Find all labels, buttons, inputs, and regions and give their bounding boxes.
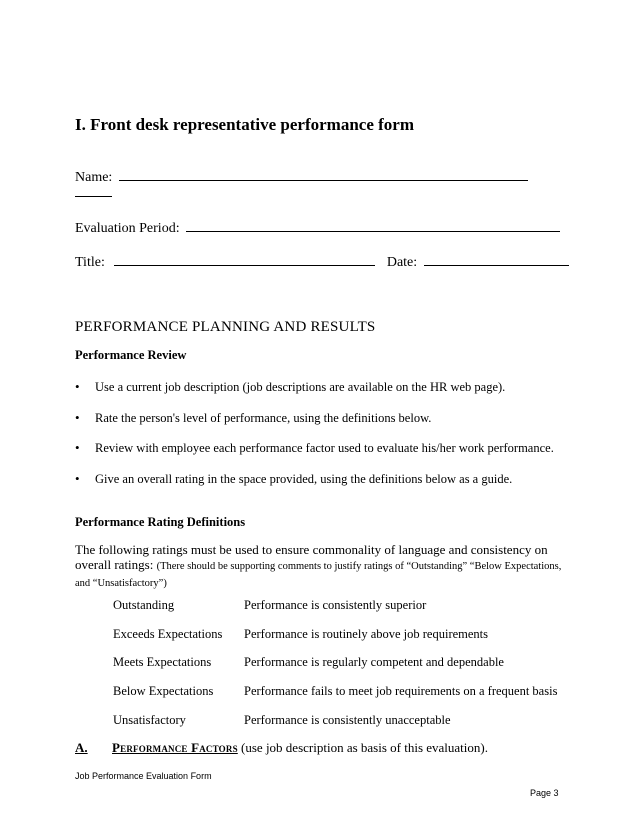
planning-heading: PERFORMANCE PLANNING AND RESULTS	[75, 319, 376, 335]
name-input-line[interactable]	[119, 168, 528, 181]
rating-description: Performance is regularly competent and dependable	[244, 655, 504, 669]
form-title: I. Front desk representative performance form	[75, 115, 414, 134]
rating-definitions-heading: Performance Rating Definitions	[75, 515, 246, 529]
name-label: Name:	[75, 170, 113, 185]
rating-name: Below Expectations	[113, 684, 214, 698]
date-label: Date:	[386, 255, 418, 270]
bullet-item	[75, 379, 505, 395]
rating-description: Performance fails to meet job requirements on a frequent basis	[244, 684, 558, 698]
rating-intro-text: The following ratings must be used to ensure commonality of language and consistency on overall ratings:	[75, 542, 548, 572]
bullet-text: Rate the person's level of performance, using the definitions below.	[95, 411, 432, 425]
bullet-text: Give an overall rating in the space provided, using the definitions below as a guide.	[95, 472, 513, 486]
bullet-item	[75, 471, 512, 487]
section-a-heading-row	[75, 740, 488, 756]
rating-definition-row	[113, 684, 557, 699]
evaluation-period-field-row	[75, 219, 560, 237]
rating-description: Performance is consistently unacceptable	[244, 713, 451, 727]
bullet-text: Use a current job description (job descriptions are available on the HR web page).	[95, 380, 506, 394]
rating-name: Outstanding	[113, 598, 175, 612]
bullet-text: Review with employee each performance factor used to evaluate his/her work performance.	[95, 441, 554, 455]
rating-description: Performance is routinely above job requirements	[244, 627, 489, 641]
bullet-item	[75, 410, 431, 426]
title-date-field-row	[75, 253, 569, 271]
section-a-letter: A.	[75, 740, 88, 755]
footer-form-name: Job Performance Evaluation Form	[75, 771, 212, 781]
rating-name: Exceeds Expectations	[113, 627, 223, 641]
rating-definition-row	[113, 713, 451, 728]
date-input-line[interactable]	[424, 253, 569, 266]
bullet-icon: •	[75, 379, 80, 394]
footer-page-number: Page 3	[530, 788, 559, 798]
rating-name: Meets Expectations	[113, 655, 212, 669]
section-a-note: (use job description as basis of this evaluation).	[237, 740, 488, 755]
rating-definition-row	[113, 627, 488, 642]
title-label: Title:	[75, 255, 105, 270]
performance-factors-heading: Performance Factors	[112, 740, 238, 755]
bullet-icon: •	[75, 410, 80, 425]
bullet-icon: •	[75, 440, 80, 455]
bullet-icon: •	[75, 471, 80, 486]
rating-definition-row	[113, 598, 426, 613]
performance-review-heading: Performance Review	[75, 348, 187, 362]
bullet-item	[75, 440, 554, 456]
name-input-line-continued[interactable]	[75, 196, 112, 197]
rating-intro-note: (There should be supporting comments to justify ratings of “Outstanding” “Below Expectations, and “Unsatisfactory”)	[75, 561, 562, 589]
evaluation-period-input-line[interactable]	[186, 219, 560, 232]
rating-definition-row	[113, 655, 504, 670]
rating-intro-paragraph	[75, 542, 575, 591]
rating-name: Unsatisfactory	[113, 713, 186, 727]
rating-description: Performance is consistently superior	[244, 598, 427, 612]
title-input-line[interactable]	[114, 253, 375, 266]
evaluation-period-label: Evaluation Period:	[75, 221, 180, 236]
name-field-row	[75, 168, 528, 186]
